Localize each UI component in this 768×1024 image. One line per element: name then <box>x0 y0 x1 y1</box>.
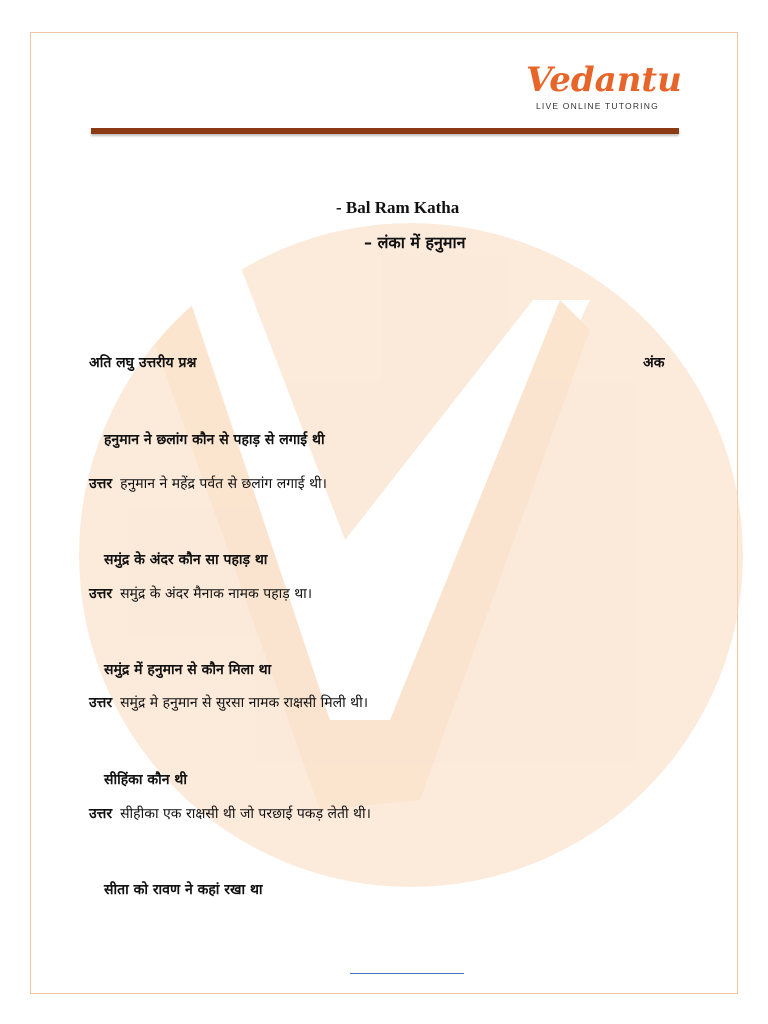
marks-column-label: अंक <box>643 355 665 371</box>
section-heading: अति लघु उत्तरीय प्रश्न <box>89 355 197 371</box>
answer-label: उत्तर <box>89 476 113 492</box>
answer-text: समुंद्र मे हनुमान से सुरसा नामक राक्षसी मिली थी। <box>120 695 369 711</box>
question-3: समुंद्र में हनुमान से कौन मिला था <box>104 662 272 678</box>
question-2: समुंद्र के अंदर कौन सा पहाड़ था <box>104 552 268 568</box>
answer-label: उत्तर <box>89 586 113 602</box>
logo-tagline: LIVE ONLINE TUTORING <box>536 101 659 111</box>
answer-2 <box>89 584 312 603</box>
footer-link-line <box>350 973 464 974</box>
answer-text: समुंद्र के अंदर मैनाक नामक पहाड़ था। <box>120 586 313 602</box>
logo-wordmark: Vedantu <box>526 60 682 100</box>
answer-1 <box>89 474 327 493</box>
chapter-title-english: - Bal Ram Katha <box>336 198 460 217</box>
question-5: सीता को रावण ने कहां रखा था <box>104 882 263 898</box>
answer-label: उत्तर <box>89 695 113 711</box>
chapter-title-hindi: – लंका में हनुमान <box>364 233 466 252</box>
answer-3 <box>89 693 368 712</box>
answer-text: सीहीका एक राक्षसी थी जो परछाई पकड़ लेती थी। <box>120 806 371 822</box>
answer-4 <box>89 804 371 823</box>
question-4: सीहिंका कौन थी <box>104 772 187 788</box>
answer-label: उत्तर <box>89 806 113 822</box>
question-1: हनुमान ने छलांग कौन से पहाड़ से लगाई थी <box>104 432 325 448</box>
answer-text: हनुमान ने महेंद्र पर्वत से छलांग लगाई थी। <box>120 476 327 492</box>
